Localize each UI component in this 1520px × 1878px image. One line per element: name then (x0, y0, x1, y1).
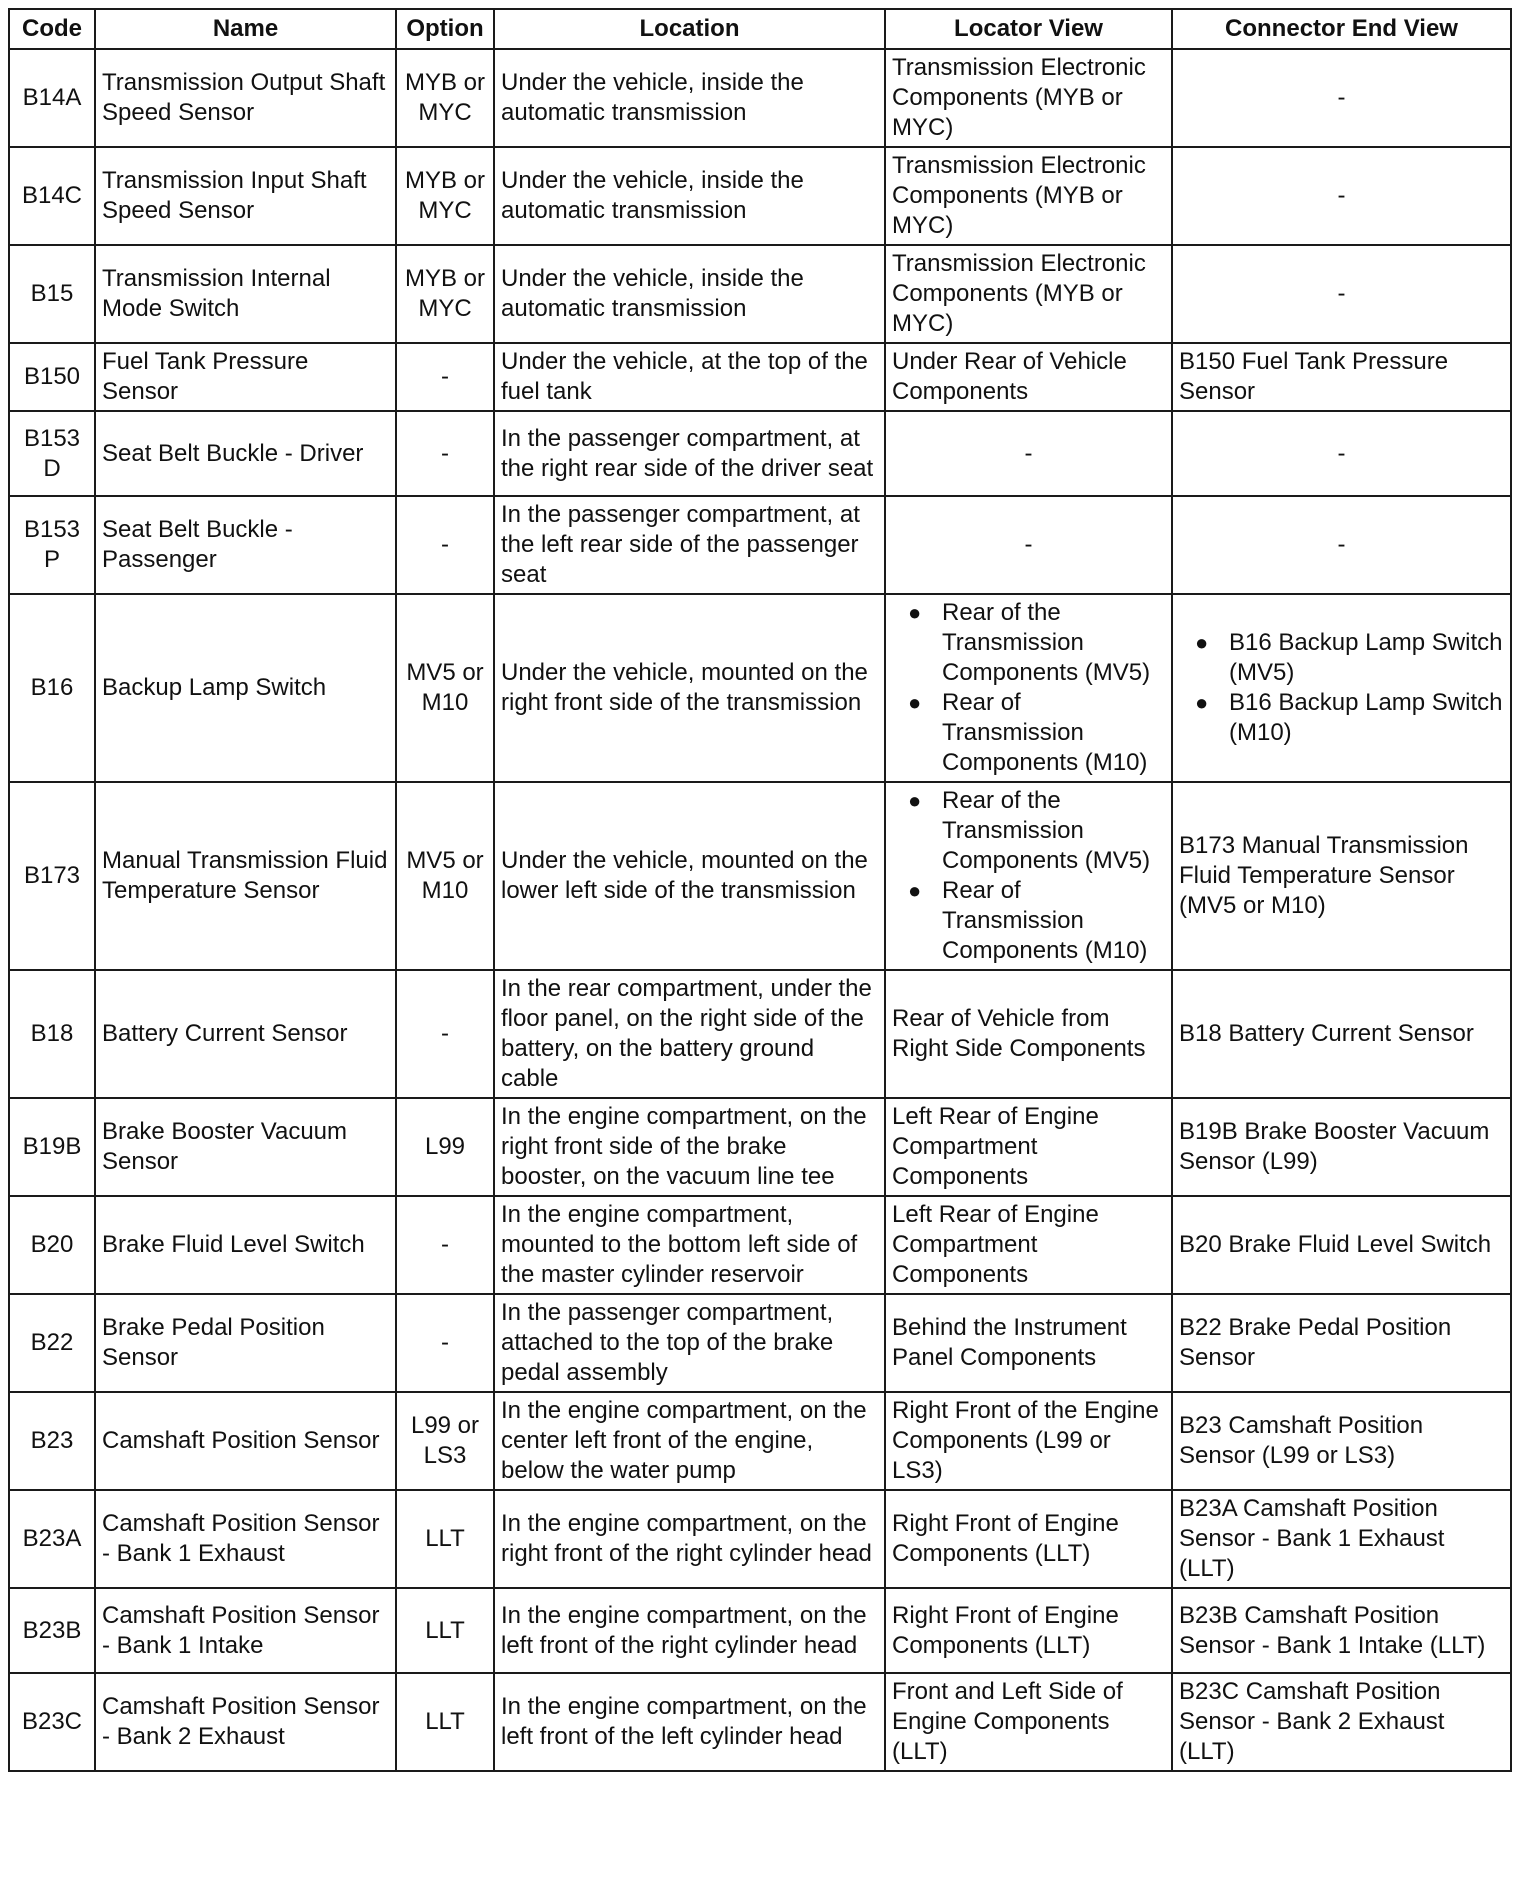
cell-locator-view-bullet-item: ● Rear of the Transmission Components (MV5) (942, 786, 1165, 876)
cell-name: Camshaft Position Sensor - Bank 1 Exhaust (95, 1490, 396, 1588)
cell-option: LLT (396, 1588, 494, 1673)
cell-code: B23B (9, 1588, 95, 1673)
cell-option: MV5 or M10 (396, 594, 494, 782)
cell-code: B19B (9, 1098, 95, 1196)
cell-connector-end-view: B173 Manual Transmission Fluid Temperature Sensor (MV5 or M10) (1172, 782, 1511, 970)
cell-location: Under the vehicle, mounted on the lower left side of the transmission (494, 782, 885, 970)
cell-locator-view: Left Rear of Engine Compartment Components (885, 1098, 1172, 1196)
cell-locator-view: Left Rear of Engine Compartment Components (885, 1196, 1172, 1294)
cell-connector-end-view: B23A Camshaft Position Sensor - Bank 1 Exhaust (LLT) (1172, 1490, 1511, 1588)
cell-connector-end-view: - (1172, 496, 1511, 594)
table-row (9, 1673, 1511, 1771)
component-locator-sheet (8, 8, 1510, 1772)
cell-locator-view-list (892, 786, 1165, 966)
cell-option: - (396, 411, 494, 496)
cell-location: In the engine compartment, on the right front side of the brake booster, on the vacuum line tee (494, 1098, 885, 1196)
cell-option: - (396, 970, 494, 1098)
table-row (9, 782, 1511, 970)
header-name: Name (95, 9, 396, 49)
cell-connector-end-view: B22 Brake Pedal Position Sensor (1172, 1294, 1511, 1392)
cell-locator-view: - (885, 411, 1172, 496)
cell-code: B14A (9, 49, 95, 147)
cell-location: In the rear compartment, under the floor panel, on the right side of the battery, on the battery ground cable (494, 970, 885, 1098)
cell-locator-view: Front and Left Side of Engine Components (LLT) (885, 1673, 1172, 1771)
header-code: Code (9, 9, 95, 49)
cell-option: MYB or MYC (396, 147, 494, 245)
cell-name: Backup Lamp Switch (95, 594, 396, 782)
cell-locator-view: Transmission Electronic Components (MYB or MYC) (885, 49, 1172, 147)
cell-connector-end-view: - (1172, 49, 1511, 147)
cell-code: B23A (9, 1490, 95, 1588)
cell-code: B16 (9, 594, 95, 782)
table-row (9, 594, 1511, 782)
cell-locator-view-bullet-item: ● Rear of the Transmission Components (MV5) (942, 598, 1165, 688)
table-row (9, 970, 1511, 1098)
cell-location: In the engine compartment, on the left front of the left cylinder head (494, 1673, 885, 1771)
cell-connector-end-view (1172, 594, 1511, 782)
cell-option: - (396, 1196, 494, 1294)
cell-locator-view (885, 594, 1172, 782)
table-row (9, 245, 1511, 343)
cell-location: In the passenger compartment, attached to the top of the brake pedal assembly (494, 1294, 885, 1392)
cell-option: L99 (396, 1098, 494, 1196)
cell-connector-end-view: B18 Battery Current Sensor (1172, 970, 1511, 1098)
cell-name: Transmission Output Shaft Speed Sensor (95, 49, 396, 147)
table-row (9, 496, 1511, 594)
cell-location: In the engine compartment, on the right front of the right cylinder head (494, 1490, 885, 1588)
table-row (9, 49, 1511, 147)
cell-location: Under the vehicle, inside the automatic transmission (494, 49, 885, 147)
cell-name: Transmission Internal Mode Switch (95, 245, 396, 343)
cell-option: LLT (396, 1490, 494, 1588)
cell-location: In the engine compartment, mounted to the bottom left side of the master cylinder reservoir (494, 1196, 885, 1294)
header-location: Location (494, 9, 885, 49)
cell-code: B153P (9, 496, 95, 594)
header-row (9, 9, 1511, 49)
cell-code: B18 (9, 970, 95, 1098)
cell-connector-end-view: B19B Brake Booster Vacuum Sensor (L99) (1172, 1098, 1511, 1196)
cell-name: Seat Belt Buckle - Driver (95, 411, 396, 496)
cell-locator-view: Right Front of Engine Components (LLT) (885, 1588, 1172, 1673)
table-row (9, 1098, 1511, 1196)
cell-option: - (396, 343, 494, 411)
header-locator-view: Locator View (885, 9, 1172, 49)
cell-locator-view-list (892, 598, 1165, 778)
cell-connector-end-view: - (1172, 245, 1511, 343)
cell-code: B23 (9, 1392, 95, 1490)
cell-option: - (396, 1294, 494, 1392)
table-row (9, 411, 1511, 496)
cell-code: B150 (9, 343, 95, 411)
cell-name: Camshaft Position Sensor - Bank 2 Exhaust (95, 1673, 396, 1771)
cell-option: MV5 or M10 (396, 782, 494, 970)
cell-connector-end-view: - (1172, 147, 1511, 245)
cell-location: Under the vehicle, mounted on the right front side of the transmission (494, 594, 885, 782)
cell-option: L99 or LS3 (396, 1392, 494, 1490)
cell-code: B22 (9, 1294, 95, 1392)
cell-code: B15 (9, 245, 95, 343)
cell-connector-end-view-bullet-item: ● B16 Backup Lamp Switch (M10) (1229, 688, 1504, 748)
cell-name: Seat Belt Buckle - Passenger (95, 496, 396, 594)
cell-connector-end-view: B23C Camshaft Position Sensor - Bank 2 Exhaust (LLT) (1172, 1673, 1511, 1771)
cell-name: Fuel Tank Pressure Sensor (95, 343, 396, 411)
cell-option: MYB or MYC (396, 245, 494, 343)
cell-location: In the engine compartment, on the left front of the right cylinder head (494, 1588, 885, 1673)
cell-code: B14C (9, 147, 95, 245)
cell-location: In the passenger compartment, at the left rear side of the passenger seat (494, 496, 885, 594)
cell-locator-view-bullet-item: ● Rear of Transmission Components (M10) (942, 876, 1165, 966)
cell-code: B153D (9, 411, 95, 496)
cell-location: Under the vehicle, inside the automatic transmission (494, 245, 885, 343)
cell-locator-view: Rear of Vehicle from Right Side Components (885, 970, 1172, 1098)
cell-location: In the passenger compartment, at the right rear side of the driver seat (494, 411, 885, 496)
cell-connector-end-view-list (1179, 628, 1504, 748)
table-row (9, 1490, 1511, 1588)
header-connector-end-view: Connector End View (1172, 9, 1511, 49)
cell-name: Camshaft Position Sensor (95, 1392, 396, 1490)
cell-option: - (396, 496, 494, 594)
cell-locator-view: Transmission Electronic Components (MYB or MYC) (885, 245, 1172, 343)
cell-code: B20 (9, 1196, 95, 1294)
cell-connector-end-view: B150 Fuel Tank Pressure Sensor (1172, 343, 1511, 411)
cell-code: B173 (9, 782, 95, 970)
cell-locator-view (885, 782, 1172, 970)
cell-connector-end-view: B23B Camshaft Position Sensor - Bank 1 Intake (LLT) (1172, 1588, 1511, 1673)
cell-connector-end-view: - (1172, 411, 1511, 496)
cell-locator-view: Behind the Instrument Panel Components (885, 1294, 1172, 1392)
cell-location: Under the vehicle, inside the automatic transmission (494, 147, 885, 245)
cell-name: Brake Booster Vacuum Sensor (95, 1098, 396, 1196)
cell-connector-end-view: B20 Brake Fluid Level Switch (1172, 1196, 1511, 1294)
table-row (9, 1294, 1511, 1392)
cell-option: MYB or MYC (396, 49, 494, 147)
cell-name: Brake Pedal Position Sensor (95, 1294, 396, 1392)
component-table (8, 8, 1512, 1772)
cell-location: In the engine compartment, on the center left front of the engine, below the water pump (494, 1392, 885, 1490)
table-row (9, 1196, 1511, 1294)
cell-name: Battery Current Sensor (95, 970, 396, 1098)
cell-name: Camshaft Position Sensor - Bank 1 Intake (95, 1588, 396, 1673)
cell-connector-end-view-bullet-item: ● B16 Backup Lamp Switch (MV5) (1229, 628, 1504, 688)
cell-locator-view: Under Rear of Vehicle Components (885, 343, 1172, 411)
table-body (9, 49, 1511, 1771)
table-row (9, 1392, 1511, 1490)
cell-name: Brake Fluid Level Switch (95, 1196, 396, 1294)
table-row (9, 343, 1511, 411)
cell-location: Under the vehicle, at the top of the fuel tank (494, 343, 885, 411)
cell-name: Transmission Input Shaft Speed Sensor (95, 147, 396, 245)
cell-locator-view-bullet-item: ● Rear of Transmission Components (M10) (942, 688, 1165, 778)
cell-connector-end-view: B23 Camshaft Position Sensor (L99 or LS3) (1172, 1392, 1511, 1490)
cell-locator-view: Transmission Electronic Components (MYB or MYC) (885, 147, 1172, 245)
cell-option: LLT (396, 1673, 494, 1771)
cell-locator-view: - (885, 496, 1172, 594)
table-row (9, 1588, 1511, 1673)
cell-locator-view: Right Front of Engine Components (LLT) (885, 1490, 1172, 1588)
header-option: Option (396, 9, 494, 49)
cell-code: B23C (9, 1673, 95, 1771)
cell-name: Manual Transmission Fluid Temperature Sensor (95, 782, 396, 970)
table-row (9, 147, 1511, 245)
cell-locator-view: Right Front of the Engine Components (L99 or LS3) (885, 1392, 1172, 1490)
